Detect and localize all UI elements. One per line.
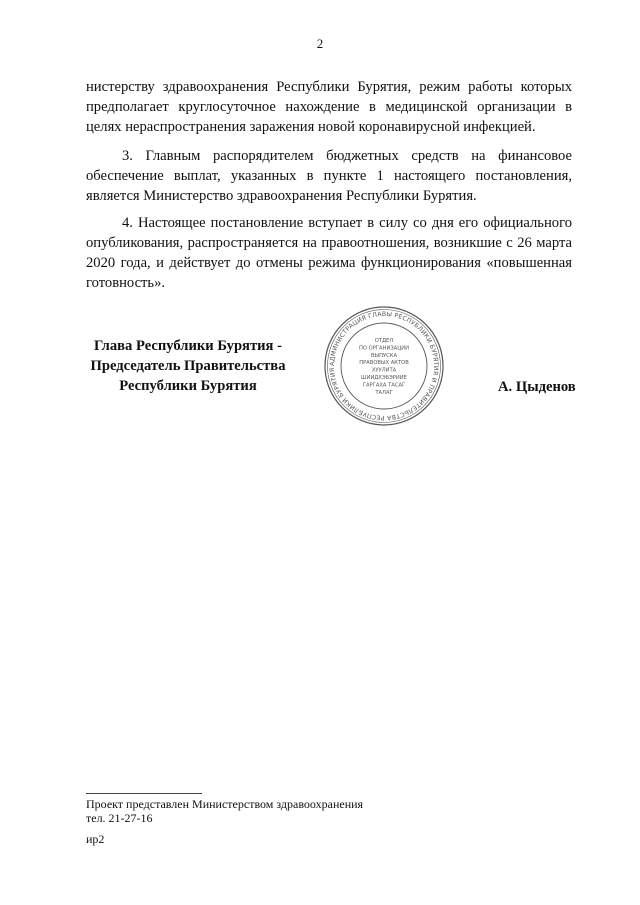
stamp-inner-line: ПРАВОВЫХ АКТОВ bbox=[359, 360, 409, 367]
stamp-inner-line: ГАРГАХА ТАСАГ bbox=[362, 382, 406, 389]
signer-name: А. Цыденов bbox=[498, 379, 576, 395]
paragraph-item-4: 4. Настоящее постановление вступает в силу со дня его официального опубликования, распространяется на правоотношения, возникшие с 26 марта 2020 года, и действует до отмены режима функционирования «повышенная готовность». bbox=[86, 215, 572, 291]
signer-title-line: Республики Бурятия bbox=[119, 378, 257, 394]
footnote-phone: тел. 21-27-16 bbox=[86, 811, 153, 825]
official-seal-stamp bbox=[322, 304, 446, 428]
stamp-inner-line: ТАЛАГ bbox=[375, 389, 393, 396]
paragraph-item-3: 3. Главным распорядителем бюджетных средств на финансовое обеспечение выплат, указанных в пункте 1 настоящего постановления, является Министерство здравоохранения Республики Бурятия. bbox=[86, 148, 572, 204]
stamp-inner-line: ПО ОРГАНИЗАЦИИ bbox=[358, 345, 410, 352]
stamp-inner-line: ШИИДХЭБЭРИИЕ bbox=[361, 375, 407, 381]
signer-title-line: Глава Республики Бурятия - bbox=[94, 338, 282, 354]
page-number: 2 bbox=[316, 36, 324, 51]
footnote-source: Проект представлен Министерством здравоохранения bbox=[86, 797, 364, 811]
paragraph-continuation: нистерству здравоохранения Республики Бурятия, режим работы которых предполагает круглосуточное нахождение в медицинской организации в целях нераспространения заражения новой коронавирусной инфекцией. bbox=[86, 79, 572, 135]
stamp-inner-line: ВЫПУСКА bbox=[370, 352, 398, 359]
footnote-divider bbox=[86, 793, 202, 794]
stamp-ring-text: АДМИНИСТРАЦИЯ ГЛАВЫ РЕСПУБЛИКИ БУРЯТИЯ И ПРАВИТЕЛЬСТВА РЕСПУБЛИКИ БУРЯТИЯ bbox=[328, 310, 440, 422]
footnote-code: ир2 bbox=[86, 832, 105, 846]
signer-title-line: Председатель Правительства bbox=[90, 358, 286, 374]
signer-title bbox=[80, 336, 296, 396]
stamp-inner-line: ОТДЕЛ bbox=[374, 338, 394, 344]
stamp-inner-line: ХУУЛИТА bbox=[371, 367, 397, 374]
